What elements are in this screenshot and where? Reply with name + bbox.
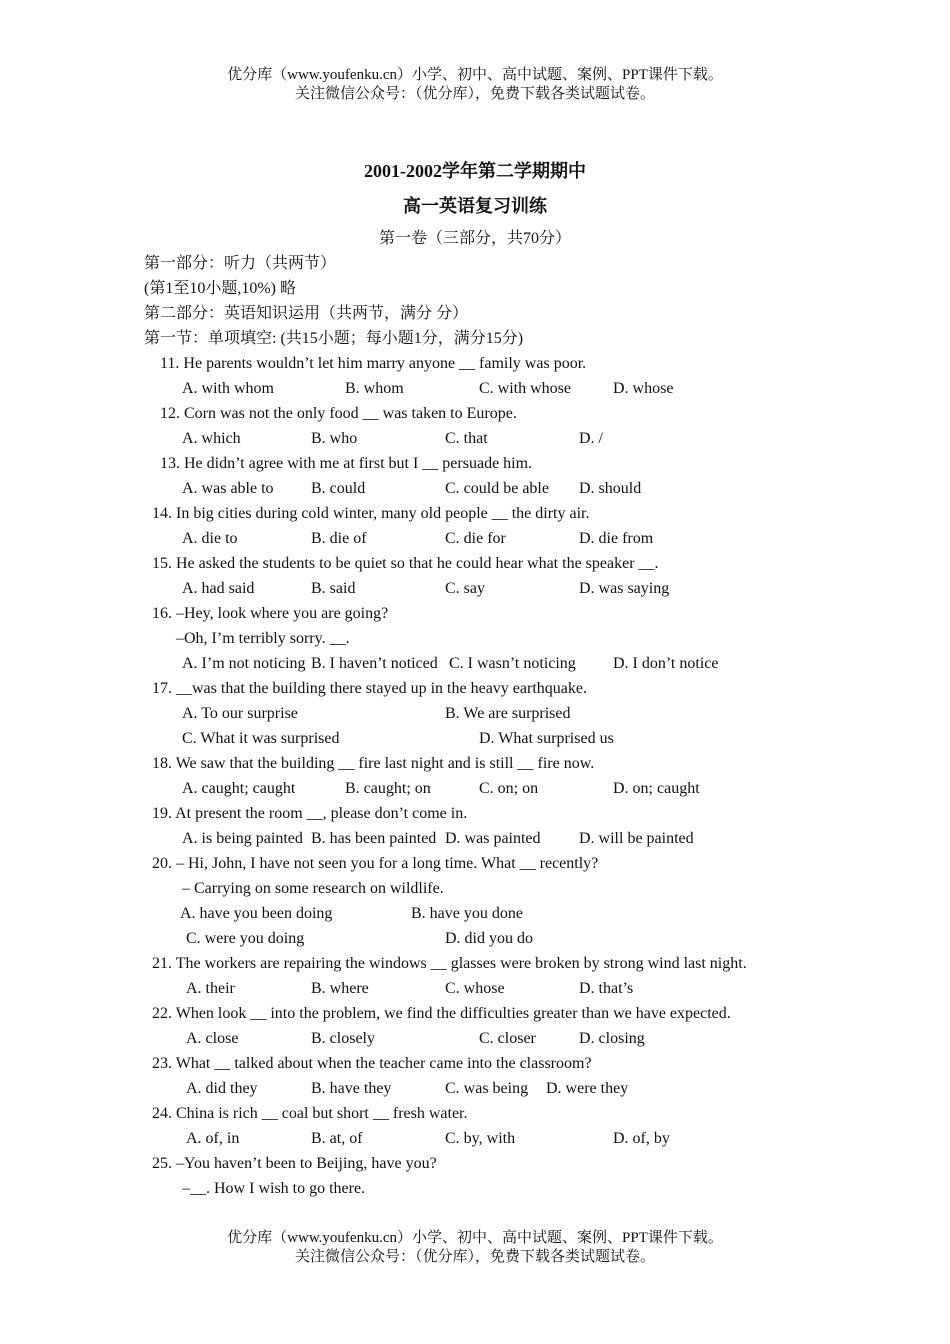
question-stem-reply: –__. How I wish to go there. [182,1180,366,1197]
option-c: C. could be able [445,480,549,497]
option-b: B. die of [311,530,367,547]
option-b: B. whom [345,380,404,397]
question-stem: 12. Corn was not the only food __ was taken to Europe. [160,405,517,422]
question-stem: 15. He asked the students to be quiet so that he could hear what the speaker __. [152,555,659,572]
option-c: C. What it was surprised [182,730,340,747]
option-b: B. have they [311,1080,392,1097]
option-d: D. did you do [445,930,533,947]
option-d: D. whose [613,380,674,397]
question-stem: 22. When look __ into the problem, we find the difficulties greater than we have expected. [152,1005,731,1022]
option-d: D. What surprised us [479,730,614,747]
option-a: A. was able to [182,480,274,497]
option-c: D. was painted [445,830,541,847]
option-a: A. did they [186,1080,258,1097]
option-c: C. whose [445,980,505,997]
option-d: D. that’s [579,980,634,997]
question-stem: 13. He didn’t agree with me at first but I __ persuade him. [160,455,533,472]
option-b: B. caught; on [345,780,431,797]
option-d: D. will be painted [579,830,694,847]
option-b: B. at, of [311,1130,363,1147]
option-c: C. with whose [479,380,571,397]
option-c: C. say [445,580,485,597]
option-d: D. / [579,430,603,447]
option-b: B. We are surprised [445,705,571,722]
option-a: A. had said [182,580,255,597]
question-stem: 14. In big cities during cold winter, many old people __ the dirty air. [152,505,590,522]
title-line-2: 高一英语复习训练 [403,196,547,216]
question-stem: 23. What __ talked about when the teacher came into the classroom? [152,1055,592,1072]
option-a: A. I’m not noticing [182,655,306,672]
question-stem: 21. The workers are repairing the windows __ glasses were broken by strong wind last night. [152,955,747,972]
option-c: C. on; on [479,780,539,797]
option-c: C. closer [479,1030,536,1047]
option-a: A. caught; caught [182,780,296,797]
option-d: D. on; caught [613,780,700,797]
option-a: A. of, in [186,1130,240,1147]
question-stem: 25. –You haven’t been to Beijing, have you? [152,1155,437,1172]
option-d: D. closing [579,1030,645,1047]
option-b: B. who [311,430,358,447]
option-b: B. could [311,480,366,497]
header-line-1: 优分库（www.youfenku.cn）小学、初中、高中试题、案例、PPT课件下载。 [227,67,723,83]
question-stem: 16. –Hey, look where you are going? [152,605,389,622]
option-b: B. have you done [411,905,523,922]
option-b: B. said [311,580,356,597]
option-b: B. closely [311,1030,375,1047]
option-a: A. have you been doing [180,905,333,922]
option-a: A. which [182,430,241,447]
title-line-1: 2001-2002学年第二学期期中 [364,161,586,181]
option-d: D. were they [546,1080,629,1097]
part1-heading: 第一部分：听力（共两节） [144,255,337,272]
question-stem-reply: – Carrying on some research on wildlife. [182,880,444,897]
option-c: C. I wasn’t noticing [449,655,576,672]
option-c: C. was being [445,1080,529,1097]
option-b: B. I haven’t noticed [311,655,438,672]
volume-subtitle: 第一卷（三部分，共70分） [378,230,571,247]
option-c: C. die for [445,530,506,547]
question-stem: 17. __was that the building there stayed up in the heavy earthquake. [152,680,587,697]
question-stem: 11. He parents wouldn’t let him marry anyone __ family was poor. [160,355,587,372]
option-a: A. close [186,1030,239,1047]
question-stem: 19. At present the room __, please don’t come in. [152,805,468,822]
question-stem: 24. China is rich __ coal but short __ fresh water. [152,1105,468,1122]
header-line-2: 关注微信公众号：（优分库），免费下载各类试题试卷。 [294,86,655,102]
part1-note: (第1至10小题,10%) 略 [144,280,296,297]
question-stem-reply: –Oh, I’m terribly sorry. __. [176,630,350,647]
option-a: A. die to [182,530,238,547]
footer-line-2: 关注微信公众号：（优分库），免费下载各类试题试卷。 [294,1249,655,1265]
option-d: D. was saying [579,580,670,597]
option-d: D. die from [579,530,654,547]
option-d: D. of, by [613,1130,670,1147]
option-c: C. by, with [445,1130,516,1147]
option-d: D. should [579,480,642,497]
option-b: B. where [311,980,369,997]
option-c: C. were you doing [186,930,305,947]
option-a: A. their [186,980,235,997]
footer-line-1: 优分库（www.youfenku.cn）小学、初中、高中试题、案例、PPT课件下载。 [227,1230,723,1246]
option-d: D. I don’t notice [613,655,719,672]
option-a: A. with whom [182,380,274,397]
question-stem: 18. We saw that the building __ fire last night and is still __ fire now. [152,755,595,772]
option-b: B. has been painted [311,830,437,847]
question-stem: 20. – Hi, John, I have not seen you for a long time. What __ recently? [152,855,599,872]
option-a: A. To our surprise [182,705,298,722]
option-c: C. that [445,430,488,447]
part2-heading: 第二部分：英语知识运用（共两节，满分 分） [144,305,469,322]
option-a: A. is being painted [182,830,303,847]
section1-heading: 第一节：单项填空: (共15小题；每小题1分，满分15分) [144,330,524,347]
